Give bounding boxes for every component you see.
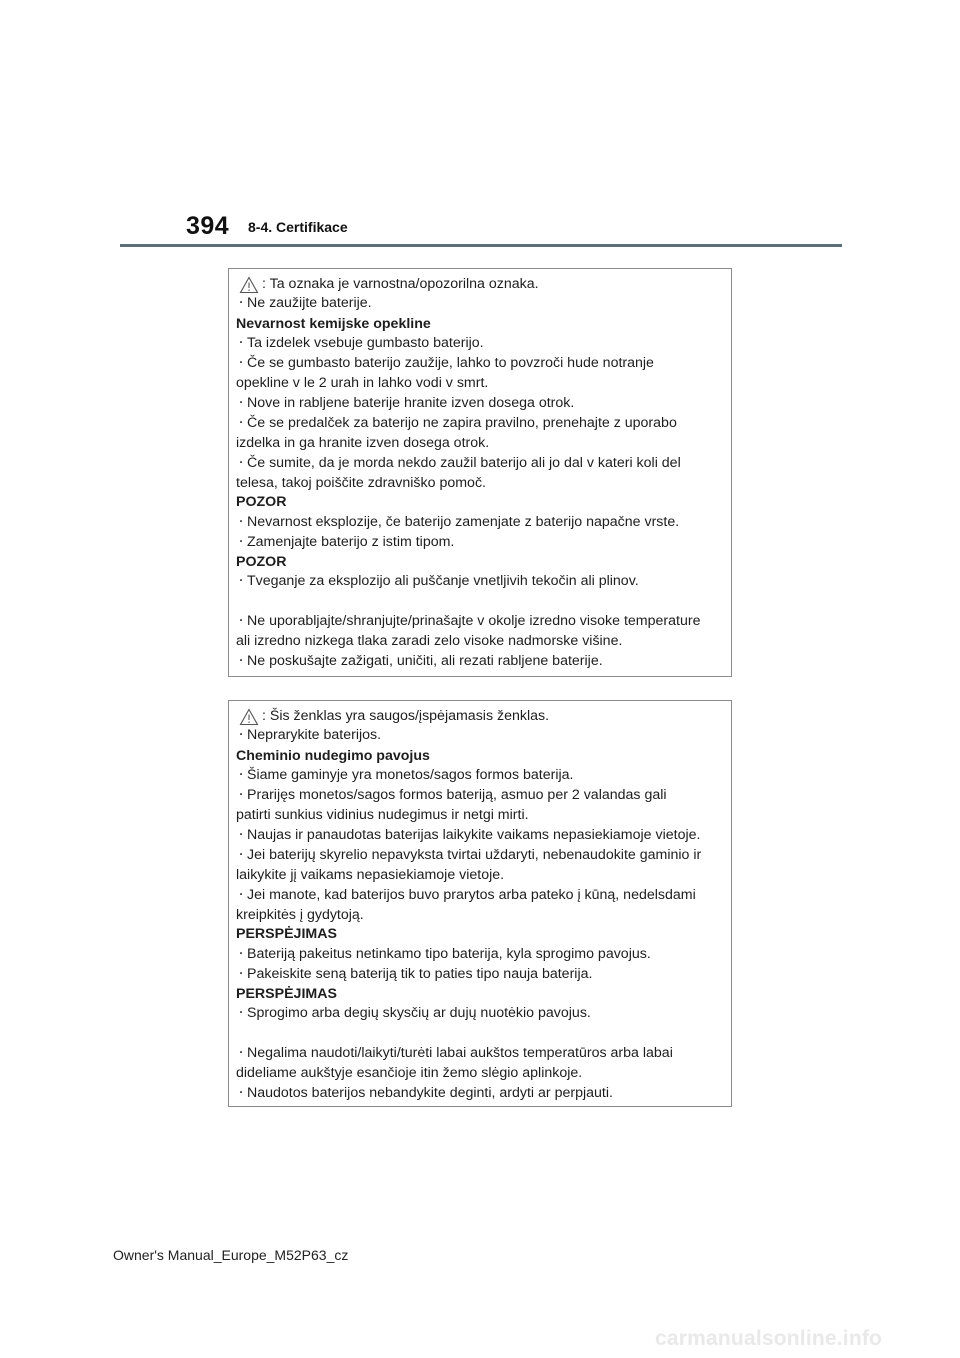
footer-manual-id: Owner's Manual_Europe_M52P63_cz [113, 1247, 349, 1263]
header-rule [120, 244, 842, 247]
slovenian-warning-box [228, 268, 732, 677]
text-line: ・ Če sumite, da je morda nekdo zaužil baterijo ali jo dal v kateri koli del [236, 454, 723, 474]
text-line: ・ Neprarykite baterijos. [236, 726, 723, 746]
text-line: POZOR [236, 554, 287, 571]
warning-triangle-icon [239, 276, 259, 294]
text-line: ・ Bateriją pakeitus netinkamo tipo baterija, kyla sprogimo pavojus. [236, 945, 723, 965]
text-line: ・ Ne zaužijte baterije. [236, 294, 723, 314]
text-line: dideliame aukštyje esančioje itin žemo slėgio aplinkoje. [236, 1065, 583, 1082]
warning-triangle-icon [239, 708, 259, 726]
text-line: ・ Nove in rabljene baterije hranite izven dosega otrok. [236, 394, 723, 414]
text-line: opekline v le 2 urah in lahko vodi v smrt. [236, 375, 489, 392]
text-line: PERSPĖJIMAS [236, 986, 337, 1003]
text-line: ・ Če se gumbasto baterijo zaužije, lahko to povzroči hude notranje [236, 354, 723, 374]
text-line: ・ Naujas ir panaudotas baterijas laikykite vaikams nepasiekiamoje vietoje. [236, 826, 723, 846]
text-line: ・ Sprogimo arba degių skysčių ar dujų nuotėkio pavojus. [236, 1004, 723, 1024]
text-line: PERSPĖJIMAS [236, 926, 337, 943]
warning-symbol-text: : Šis ženklas yra saugos/įspėjamasis ženklas. [262, 708, 550, 724]
text-line: ・ Prarijęs monetos/sagos formos bateriją, asmuo per 2 valandas gali [236, 786, 723, 806]
text-line: izdelka in ga hranite izven dosega otrok. [236, 435, 490, 452]
warning-symbol-line [236, 275, 723, 294]
text-line: ・ Tveganje za eksplozijo ali puščanje vnetljivih tekočin ali plinov. [236, 572, 723, 592]
section-title: 8-4. Certifikace [248, 219, 348, 235]
text-line: ali izredno nizkega tlaka zaradi zelo visoke nadmorske višine. [236, 633, 623, 650]
text-line: telesa, takoj poiščite zdravniško pomoč. [236, 474, 486, 491]
text-line: ・ Jei manote, kad baterijos buvo prarytos arba pateko į kūną, nedelsdami [236, 886, 723, 906]
watermark: carmanualsonline.info [655, 1327, 883, 1350]
text-line: Cheminio nudegimo pavojus [236, 747, 430, 764]
text-line: ・ Šiame gaminyje yra monetos/sagos formos baterija. [236, 766, 723, 786]
text-line: Nevarnost kemijske opekline [236, 315, 431, 332]
lithuanian-warning-box [228, 700, 732, 1107]
slovenian-text-lines [236, 294, 723, 672]
text-line: ・ Ne uporabljajte/shranjujte/prinašajte v okolje izredno visoke temperature [236, 612, 723, 632]
text-line: ・ Naudotos baterijos nebandykite deginti, ardyti ar perpjauti. [236, 1084, 723, 1104]
warning-symbol-line [236, 707, 723, 726]
warning-symbol-text: : Ta oznaka je varnostna/opozorilna oznaka. [262, 276, 539, 292]
text-line: ・ Če se predalček za baterijo ne zapira pravilno, prenehajte z uporabo [236, 414, 723, 434]
text-line: POZOR [236, 494, 287, 511]
text-line: patirti sunkius vidinius nudegimus ir netgi mirti. [236, 807, 529, 824]
text-line: ・ Jei baterijų skyrelio nepavyksta tvirtai uždaryti, nebenaudokite gaminio ir [236, 846, 723, 866]
text-line: laikykite jį vaikams nepasiekiamoje vietoje. [236, 867, 505, 884]
text-line: ・ Zamenjajte baterijo z istim tipom. [236, 533, 723, 553]
text-line: ・ Ta izdelek vsebuje gumbasto baterijo. [236, 334, 723, 354]
text-line: ・ Nevarnost eksplozije, če baterijo zamenjate z baterijo napačne vrste. [236, 513, 723, 533]
text-line: ・ Negalima naudoti/laikyti/turėti labai aukštos temperatūros arba labai [236, 1044, 723, 1064]
text-line: ・ Pakeiskite seną bateriją tik to paties tipo nauja baterija. [236, 965, 723, 985]
text-line: kreipkitės į gydytoją. [236, 906, 364, 923]
text-line: ・ Ne poskušajte zažigati, uničiti, ali rezati rabljene baterije. [236, 652, 723, 672]
page-number: 394 [186, 212, 230, 240]
lithuanian-text-lines [236, 726, 723, 1104]
